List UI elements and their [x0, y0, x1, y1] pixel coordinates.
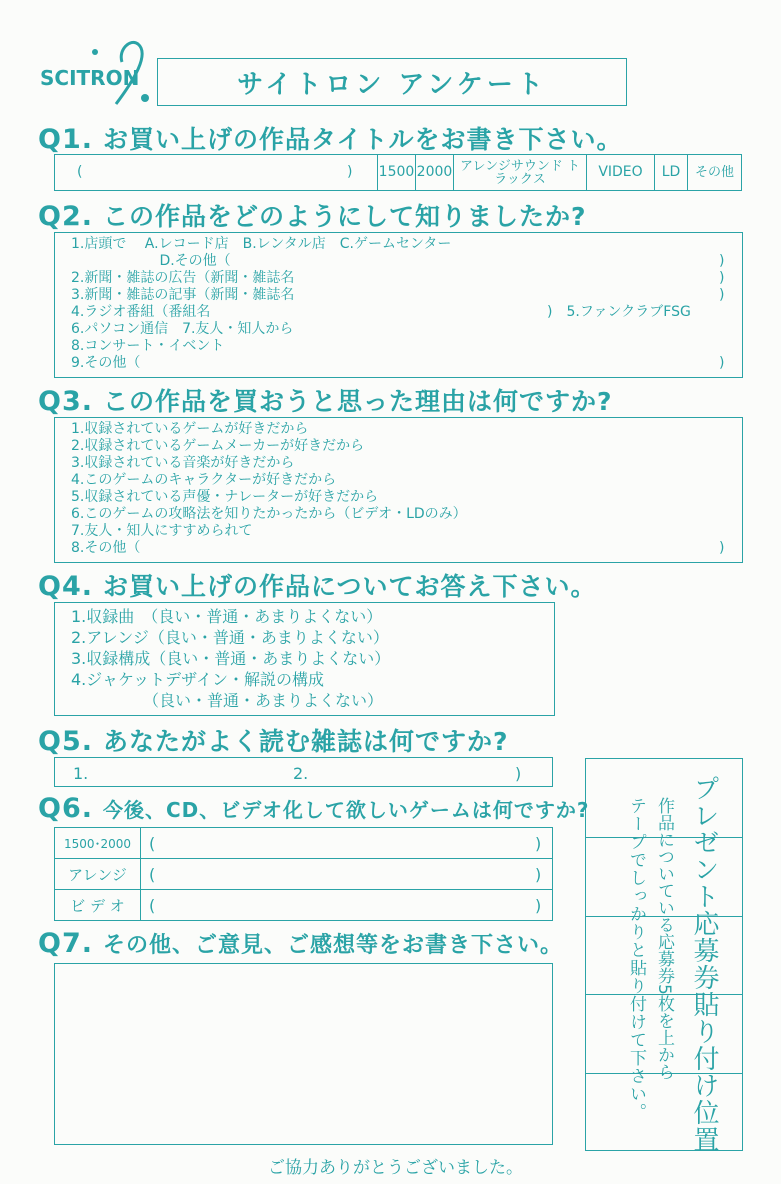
q2-line-2: 2.新聞・雑誌の広告（新聞・雑誌名 [71, 270, 295, 286]
q2-close-9: ) [719, 355, 725, 371]
q6-text: 今後、CD、ビデオ化して欲しいゲームは何ですか? [103, 798, 590, 822]
q2-number: Q2. [38, 201, 93, 232]
logo-text: SCITRON [40, 66, 140, 90]
q1-option-1500[interactable]: 1500 [377, 155, 415, 190]
q6-row2-open[interactable]: ( [149, 865, 156, 884]
q6-row-divider-2 [55, 889, 552, 890]
q2-close-1d: ) [719, 253, 725, 269]
q1-paren-open: ( [77, 164, 83, 180]
q5-item-1: 1. [73, 764, 89, 783]
q1-option-arrange[interactable]: アレンジサウンド トラックス [453, 155, 586, 190]
stamp-sub-1: 作品についている応募券5枚を上から [654, 797, 674, 1080]
q2-answer-box [54, 232, 743, 378]
q7-text: その他、ご意見、ご感想等をお書き下さい。 [103, 933, 564, 958]
q3-line-1: 1.収録されているゲームが好きだから [71, 421, 309, 437]
q3-line-4: 4.このゲームのキャラクターが好きだから [71, 472, 337, 488]
q4-number: Q4. [38, 571, 93, 602]
q6-row3-close: ) [535, 896, 542, 915]
q4-line-4b: （良い・普通・あまりよくない） [71, 691, 384, 710]
q7-heading [38, 928, 563, 959]
q5-number: Q5. [38, 726, 93, 757]
q2-line-6: 6.パソコン通信 7.友人・知人から [71, 321, 294, 337]
q1-option-ld[interactable]: LD [654, 155, 687, 190]
q2-line-1: 1.店頭で A.レコード店 B.レンタル店 C.ゲームセンター [71, 236, 452, 252]
q6-row1-open[interactable]: ( [149, 834, 156, 853]
thanks-text: ご協力ありがとうございました。 [268, 1158, 523, 1178]
q5-heading [38, 722, 509, 758]
q1-answer-box [54, 154, 742, 191]
q2-close-3: ) [719, 287, 725, 303]
q4-line-1: 1.収録曲 （良い・普通・あまりよくない） [71, 607, 383, 626]
q2-fanclub: ) 5.ファンクラブFSG [547, 304, 691, 320]
stamp-sub-2: テープでしっかりと貼り付けて下さい。 [626, 797, 646, 1121]
q7-number: Q7. [38, 928, 93, 959]
q3-close-8: ) [719, 540, 725, 556]
q3-line-3: 3.収録されている音楽が好きだから [71, 455, 295, 471]
q3-line-7: 7.友人・知人にすすめられて [71, 523, 253, 539]
q5-answer-box[interactable] [54, 757, 553, 787]
q6-row-label-arrange: アレンジ [55, 859, 141, 890]
q2-heading [38, 197, 587, 233]
q4-heading [38, 567, 597, 603]
q1-option-other[interactable]: その他 [687, 155, 741, 190]
q1-number: Q1. [38, 124, 93, 155]
q3-text: この作品を買おうと思った理由は何ですか? [103, 387, 613, 416]
q2-close-2: ) [719, 270, 725, 286]
title-box [157, 58, 627, 106]
q6-row1-close: ) [535, 834, 542, 853]
page-title: サイトロン アンケート [237, 69, 547, 100]
q3-line-2: 2.収録されているゲームメーカーが好きだから [71, 438, 365, 454]
q6-answer-table [54, 827, 553, 921]
q3-heading [38, 382, 613, 418]
q3-line-6: 6.このゲームの攻略法を知りたかったから（ビデオ・LDのみ） [71, 506, 467, 522]
q1-text: お買い上げの作品タイトルをお書き下さい。 [103, 125, 623, 154]
stamp-title: プレゼント応募券貼り付け位置 [689, 775, 719, 1153]
q6-row-label-video: ビ デ オ [55, 890, 141, 920]
q4-line-4: 4.ジャケットデザイン・解説の構成 [71, 670, 325, 689]
q6-row-label-1500: 1500･2000 [55, 828, 141, 859]
q1-option-2000[interactable]: 2000 [415, 155, 453, 190]
q7-comment-box[interactable] [54, 963, 553, 1145]
q1-heading [38, 120, 623, 156]
scitron-logo [38, 40, 150, 106]
q1-paren-close: ) [347, 164, 353, 180]
q6-row-divider-1 [55, 858, 552, 859]
q6-row3-open[interactable]: ( [149, 896, 156, 915]
q4-answer-box [54, 602, 555, 716]
q1-option-video[interactable]: VIDEO [586, 155, 654, 190]
q3-line-5: 5.収録されている声優・ナレーターが好きだから [71, 489, 379, 505]
q2-line-8: 8.コンサート・イベント [71, 338, 225, 354]
q3-answer-box [54, 417, 743, 563]
q6-heading [38, 793, 589, 824]
q4-line-3: 3.収録構成（良い・普通・あまりよくない） [71, 649, 391, 668]
q2-line-4: 4.ラジオ番組（番組名 [71, 304, 211, 320]
stamp-box [585, 758, 743, 1151]
q3-number: Q3. [38, 386, 93, 417]
q6-row2-close: ) [535, 865, 542, 884]
q5-close: ) [515, 764, 522, 783]
q5-text: あなたがよく読む雑誌は何ですか? [103, 727, 509, 756]
q2-line-3: 3.新聞・雑誌の記事（新聞・雑誌名 [71, 287, 295, 303]
q2-text: この作品をどのようにして知りましたか? [103, 202, 587, 231]
q2-line-9: 9.その他（ [71, 355, 141, 371]
q4-text: お買い上げの作品についてお答え下さい。 [103, 572, 597, 601]
q5-item-2: 2. [293, 764, 309, 783]
q6-number: Q6. [38, 793, 93, 824]
q4-line-2: 2.アレンジ（良い・普通・あまりよくない） [71, 628, 389, 647]
q3-line-8: 8.その他（ [71, 540, 141, 556]
q2-line-1d: D.その他（ [71, 253, 231, 269]
